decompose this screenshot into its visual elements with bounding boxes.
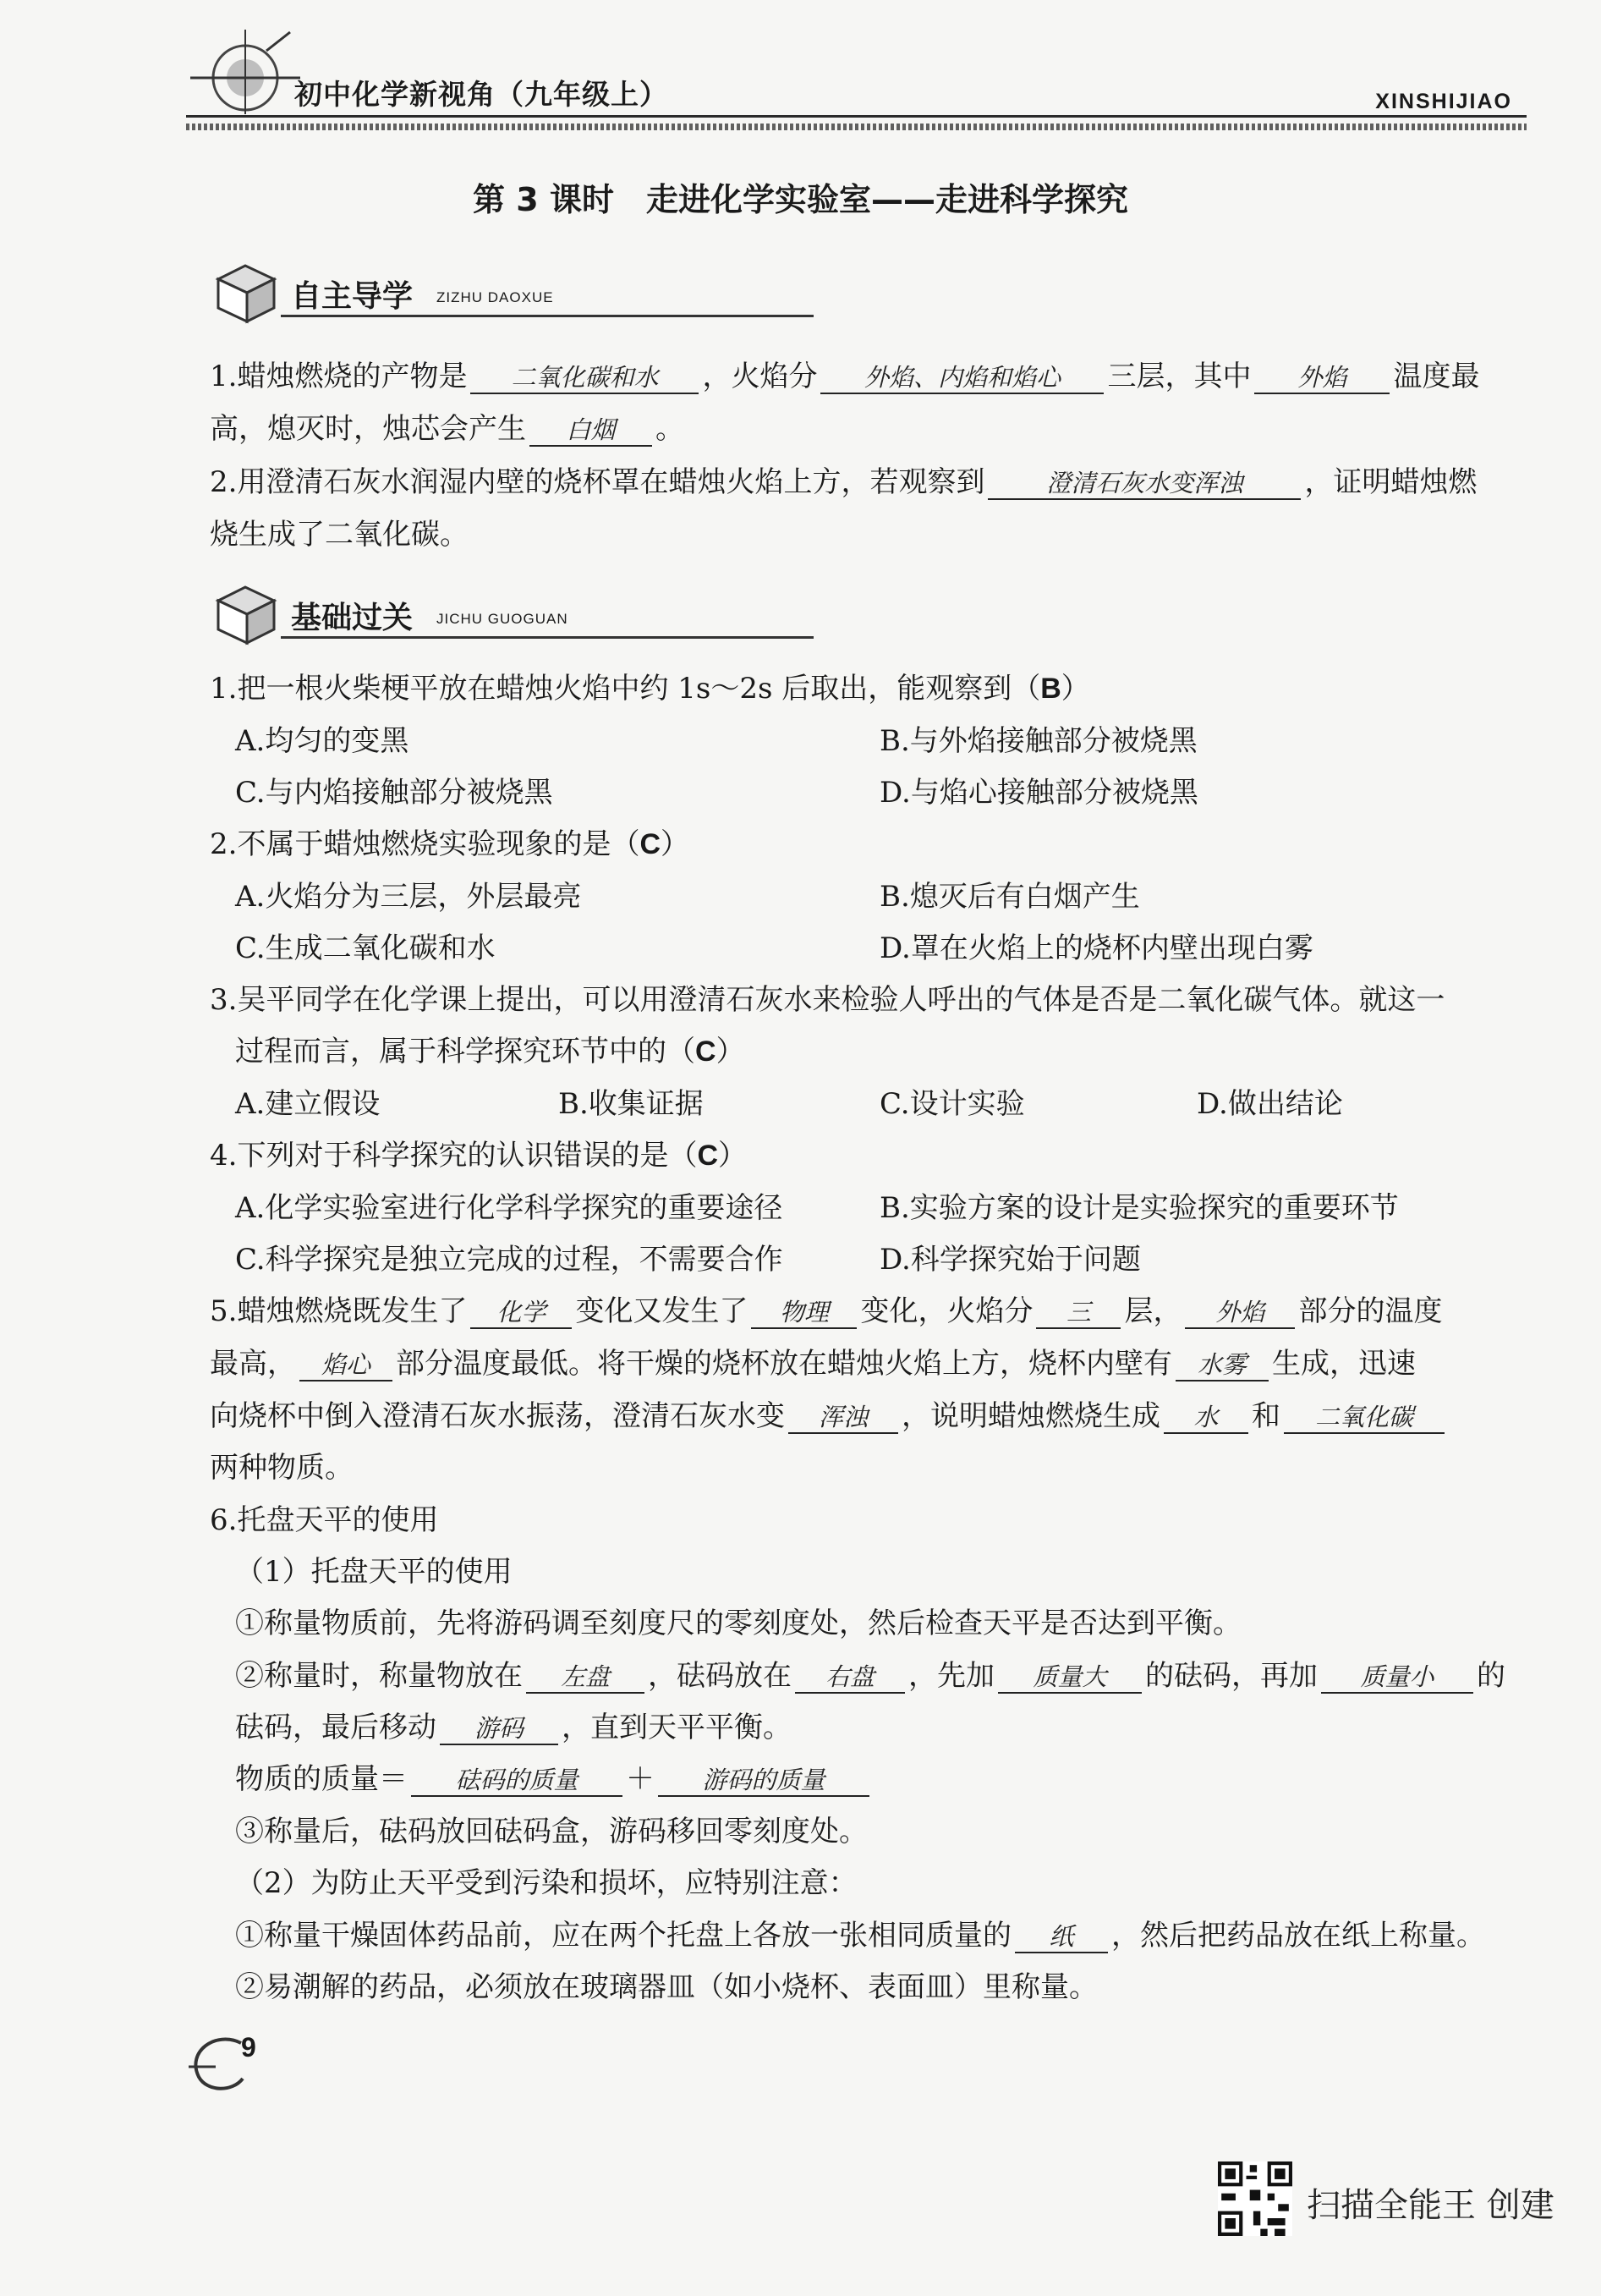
section-title: 基础过关 [291, 601, 414, 635]
jc-q4-stem: 4.下列对于科学探究的认识错误的是（C） [210, 1139, 748, 1173]
page-number: 9 [241, 2032, 256, 2063]
header-right-text: XINSHIJIAO [1375, 90, 1512, 113]
answer-choice: C [695, 1035, 716, 1068]
answer-blank: 白烟 [529, 415, 652, 447]
answer-blank: 二氧化碳和水 [470, 362, 699, 394]
jc-q6-note1: ①称量干燥固体药品前，应在两个托盘上各放一张相同质量的 纸 ，然后把药品放在纸上称量。 [235, 1919, 1485, 1953]
jc-q5-line3: 向烧杯中倒入澄清石灰水振荡，澄清石灰水变 浑浊 ，说明蜡烛燃烧生成 水 和 二氧化碳 [210, 1399, 1448, 1434]
zz-q2-line1: 2.用澄清石灰水润湿内壁的烧杯罩在蜡烛火焰上方，若观察到 澄清石灰水变浑浊 ，证明蜡烛燃 [210, 465, 1478, 499]
option-b: B.收集证据 [558, 1087, 704, 1121]
answer-blank: 左盘 [526, 1662, 644, 1694]
answer-blank: 二氧化碳 [1284, 1402, 1445, 1434]
section-banner-zizhu [210, 254, 819, 330]
jc-q6-note2: ②易潮解的药品，必须放在玻璃器皿（如小烧杯、表面皿）里称量。 [235, 1970, 1098, 2004]
section-title: 自主导学 [291, 279, 414, 314]
jc-q6-mass-formula: 物质的质量＝ 砝码的质量 ＋ 游码的质量 [235, 1762, 873, 1797]
zz-q1-line1: 1.蜡烛燃烧的产物是 二氧化碳和水 ，火焰分 外焰、内焰和焰心 三层，其中 外焰 温度最 [210, 360, 1480, 393]
section-rule [281, 315, 814, 317]
answer-blank: 水 [1164, 1402, 1248, 1434]
answer-blank: 水雾 [1176, 1349, 1269, 1381]
jc-q3-stem2: 过程而言，属于科学探究环节中的（C） [235, 1035, 745, 1068]
cube-icon [210, 254, 282, 326]
section-pinyin: ZIZHU DAOXUE [436, 289, 554, 305]
zz-q2-line2: 烧生成了二氧化碳。 [210, 518, 469, 552]
jc-q6-step3: ③称量后，砝码放回砝码盒，游码移回零刻度处。 [235, 1815, 868, 1848]
qr-code-icon [1218, 2161, 1292, 2236]
option-c: C.设计实验 [880, 1087, 1025, 1121]
jc-q2-stem: 2.不属于蜡烛燃烧实验现象的是（C） [210, 827, 690, 861]
option-b: B.熄灭后有白烟产生 [880, 880, 1140, 914]
cube-icon [210, 575, 282, 647]
section-banner-jichu [210, 575, 819, 651]
option-c: C.生成二氧化碳和水 [235, 931, 496, 965]
book-title: 初中化学新视角（九年级上） [294, 78, 668, 111]
answer-blank: 三 [1036, 1297, 1121, 1329]
crosshair-logo-icon [182, 25, 300, 118]
answer-choice: B [1040, 673, 1061, 705]
answer-blank: 化学 [470, 1297, 572, 1329]
header-dotted-rule [186, 124, 1527, 130]
answer-blank: 物理 [751, 1297, 857, 1329]
jc-q6-title: 6.托盘天平的使用 [210, 1503, 439, 1537]
option-a: A.建立假设 [235, 1087, 381, 1121]
answer-blank: 质量小 [1321, 1662, 1473, 1694]
zz-q1-line2: 高，熄灭时，烛芯会产生 白烟 。 [210, 412, 684, 446]
jc-q5-line1: 5.蜡烛燃烧既发生了 化学 变化又发生了 物理 变化，火焰分 三 层， 外焰 部分的温度 [210, 1294, 1443, 1328]
option-d: D.与焰心接触部分被烧黑 [880, 776, 1198, 810]
answer-blank: 右盘 [795, 1662, 905, 1694]
section-rule [281, 636, 814, 639]
answer-blank: 焰心 [299, 1349, 392, 1381]
jc-q3-stem1: 3.吴平同学在化学课上提出，可以用澄清石灰水来检验人呼出的气体是否是二氧化碳气体。就这一 [210, 983, 1445, 1017]
option-d: D.科学探究始于问题 [880, 1243, 1141, 1277]
option-a: A.化学实验室进行化学科学探究的重要途径 [235, 1191, 783, 1225]
option-b: B.与外焰接触部分被烧黑 [880, 724, 1198, 758]
jc-q6-sub2: （2）为防止天平受到污染和损坏，应特别注意： [235, 1866, 858, 1900]
answer-blank: 游码 [440, 1713, 558, 1745]
answer-blank: 游码的质量 [658, 1765, 869, 1797]
answer-blank: 外焰、内焰和焰心 [820, 362, 1104, 394]
option-a: A.火焰分为三层，外层最亮 [235, 880, 582, 914]
jc-q5-line4: 两种物质。 [210, 1451, 354, 1485]
answer-choice: C [639, 828, 661, 860]
jc-q5-line2: 最高， 焰心 部分温度最低。将干燥的烧杯放在蜡烛火焰上方，烧杯内壁有 水雾 生成，迅速 [210, 1347, 1416, 1381]
option-d: D.做出结论 [1197, 1087, 1343, 1121]
answer-blank: 纸 [1015, 1921, 1108, 1953]
answer-blank: 澄清石灰水变浑浊 [988, 468, 1301, 500]
option-a: A.均匀的变黑 [235, 724, 409, 758]
option-c: C.科学探究是独立完成的过程，不需要合作 [235, 1243, 783, 1277]
jc-q6-sub1: （1）托盘天平的使用 [235, 1555, 513, 1589]
answer-blank: 外焰 [1185, 1297, 1295, 1329]
answer-blank: 外焰 [1254, 362, 1390, 394]
section-pinyin: JICHU GUOGUAN [436, 611, 568, 627]
answer-blank: 砝码的质量 [411, 1765, 622, 1797]
jc-q1-stem: 1.把一根火柴梗平放在蜡烛火焰中约 1s～2s 后取出，能观察到（B） [210, 672, 1090, 706]
answer-blank: 质量大 [998, 1662, 1142, 1694]
header-rule [186, 115, 1527, 118]
jc-q6-step1: ①称量物质前，先将游码调至刻度尺的零刻度处，然后检查天平是否达到平衡。 [235, 1607, 1242, 1640]
jc-q6-step2-line1: ②称量时，称量物放在 左盘 ，砝码放在 右盘 ，先加 质量大 的砝码，再加 质量小 的 [235, 1659, 1505, 1693]
lesson-title: 第 3 课时 走进化学实验室——走进科学探究 [473, 181, 1128, 218]
jc-q6-step2-line2: 砝码，最后移动 游码 ，直到天平平衡。 [235, 1711, 792, 1744]
answer-blank: 浑浊 [788, 1402, 898, 1434]
scanner-watermark: 扫描全能王 创建 [1307, 2186, 1554, 2225]
option-d: D.罩在火焰上的烧杯内壁出现白雾 [880, 931, 1313, 965]
option-b: B.实验方案的设计是实验探究的重要环节 [880, 1191, 1399, 1225]
answer-choice: C [697, 1140, 719, 1172]
option-c: C.与内焰接触部分被烧黑 [235, 776, 553, 810]
